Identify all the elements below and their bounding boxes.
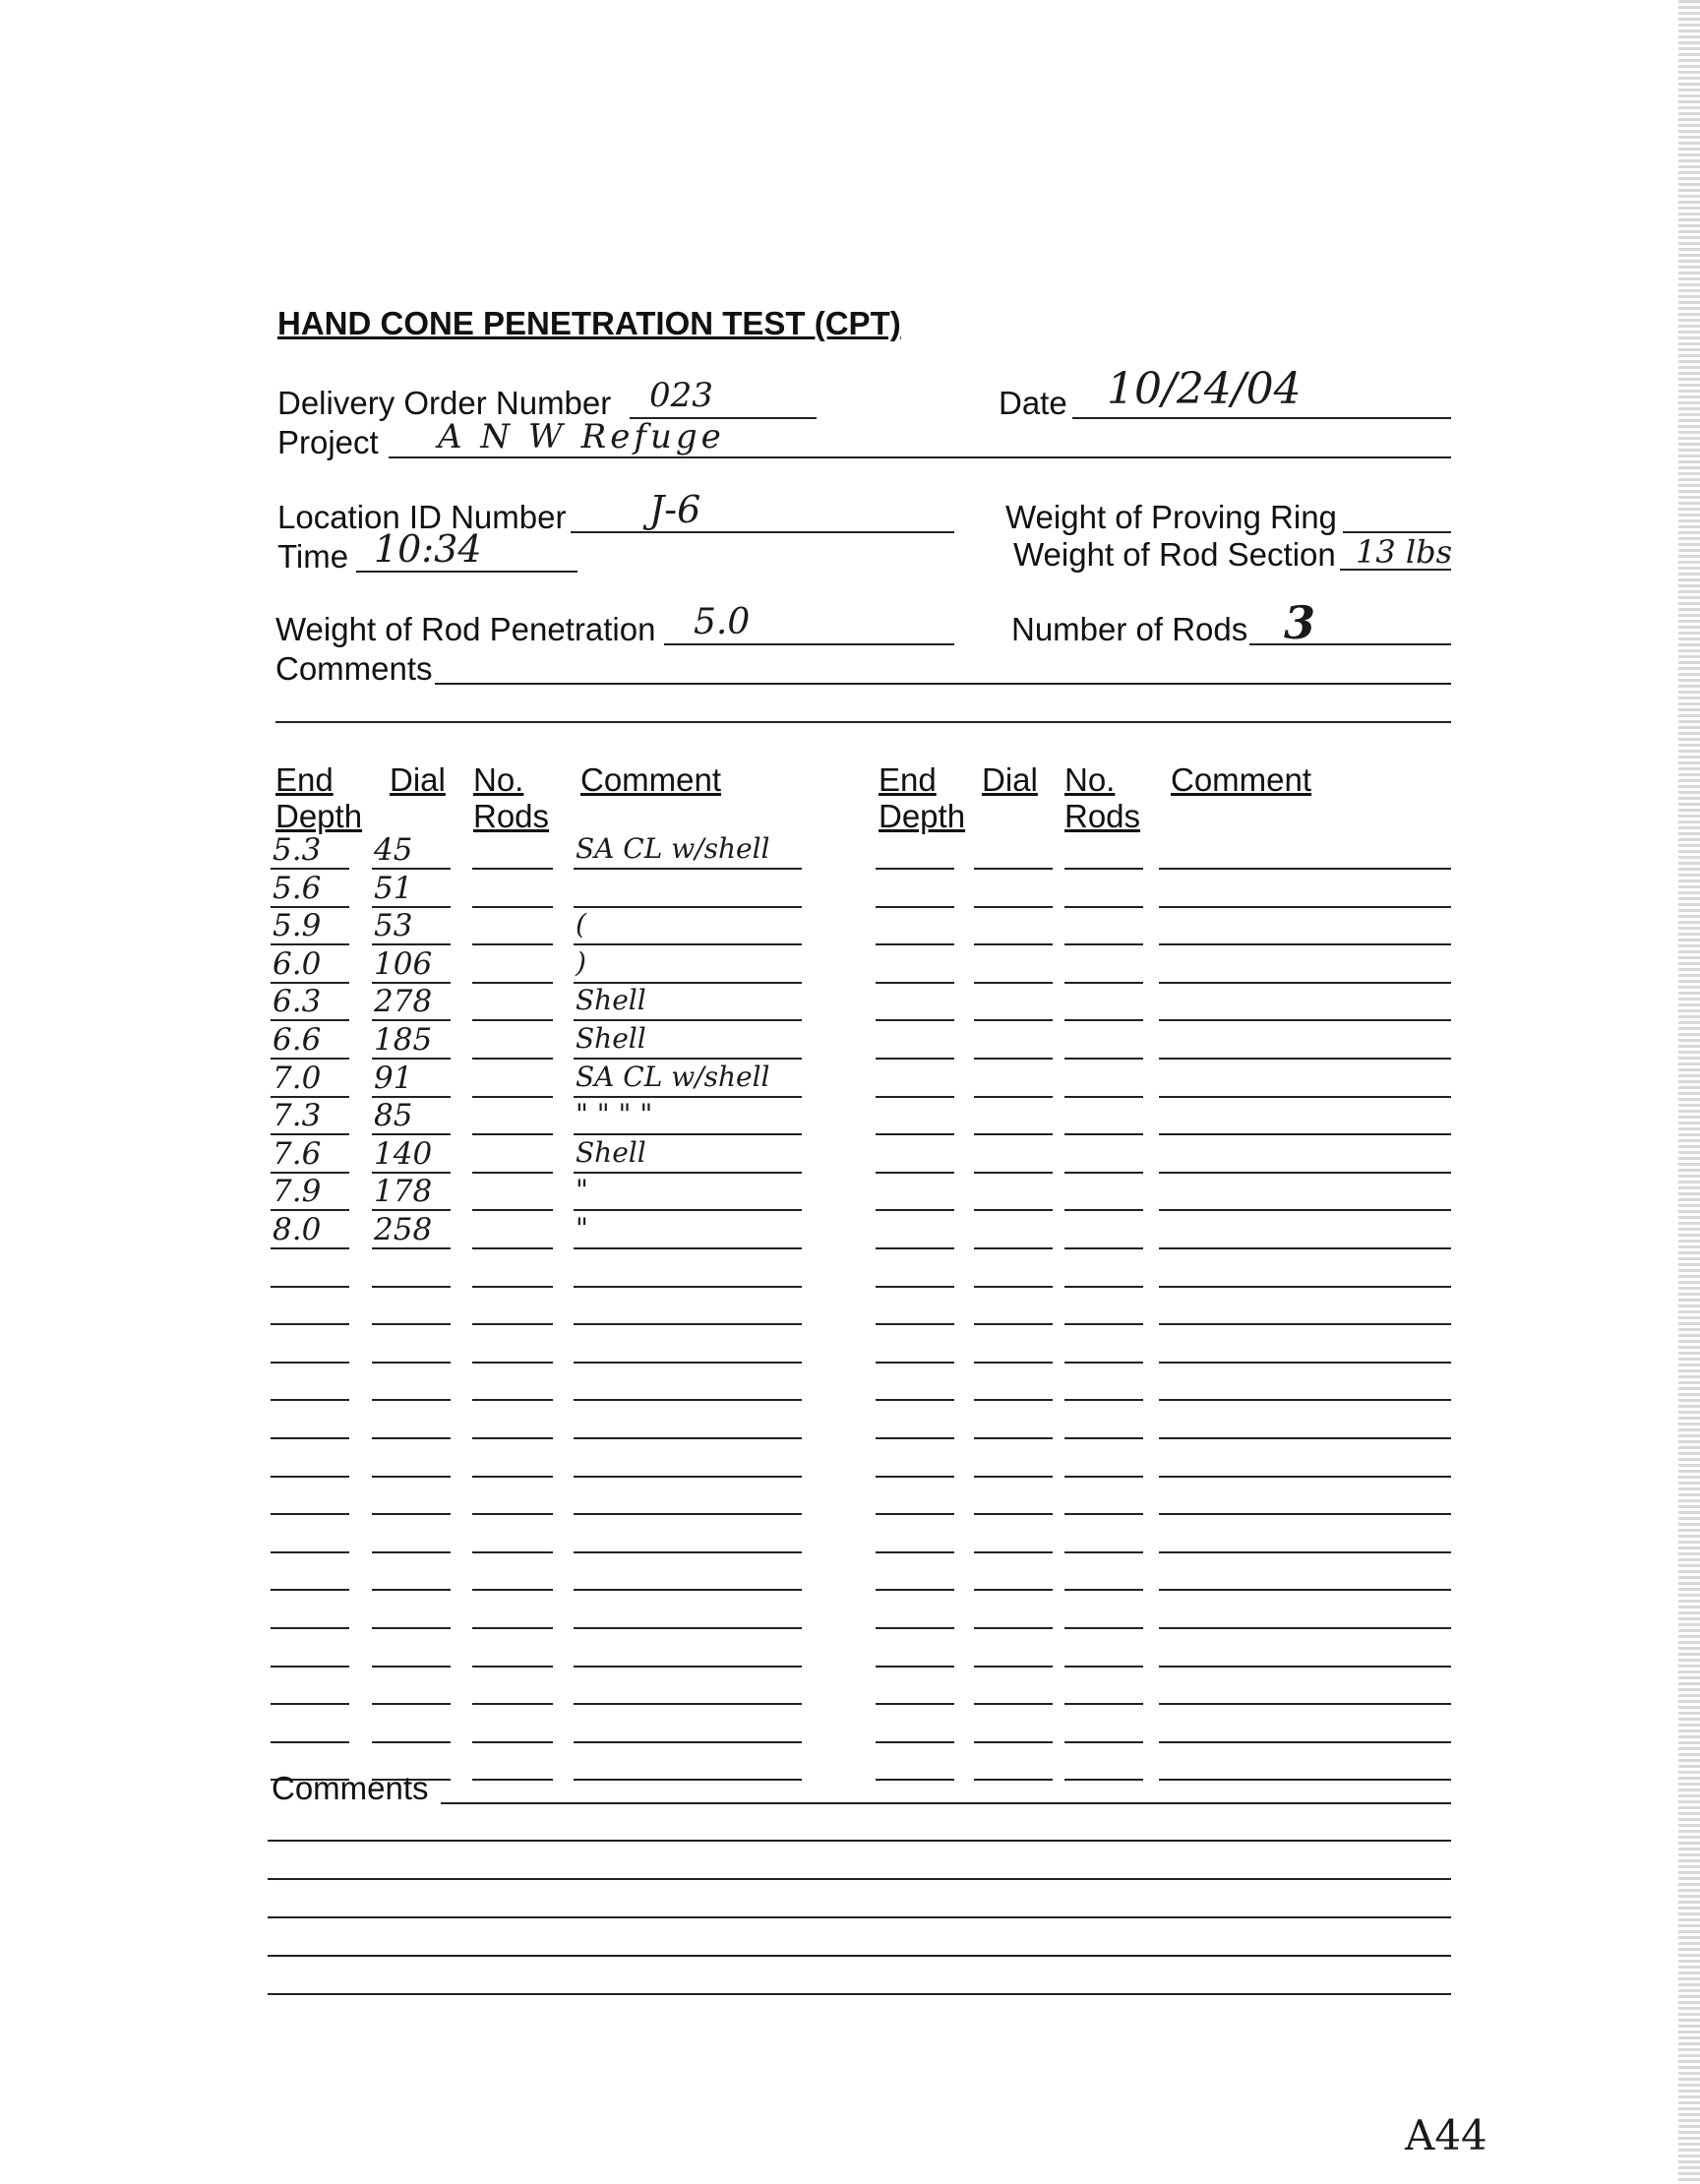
hdr-end-right: End: [879, 761, 937, 798]
hdr-dial-left: Dial: [390, 761, 446, 798]
comments-label: Comments: [275, 650, 433, 687]
row-line: [271, 868, 349, 870]
row-line: [876, 1399, 954, 1401]
cell-dial: 258: [374, 1212, 433, 1247]
row-line: [472, 1399, 553, 1401]
hdr-comment-right: Comment: [1171, 761, 1312, 798]
row-line: [974, 1779, 1053, 1781]
row-line: [876, 1666, 954, 1668]
row-line: [271, 1362, 349, 1364]
row-line: [271, 1741, 349, 1743]
row-line: [1159, 1437, 1451, 1439]
row-line: [372, 1666, 451, 1668]
row-line: [1159, 1362, 1451, 1364]
cell-comment: (: [576, 908, 586, 940]
cell-depth: 7.3: [273, 1098, 322, 1133]
row-line: [1159, 1247, 1451, 1249]
row-line: [974, 1513, 1053, 1515]
cell-dial: 91: [374, 1061, 413, 1096]
row-line: [472, 868, 553, 870]
row-line: [1064, 1779, 1143, 1781]
row-line: [472, 1019, 553, 1021]
row-line: [372, 1703, 451, 1705]
cell-comment: SA CL w/shell: [576, 832, 770, 865]
cell-depth: 5.6: [273, 871, 322, 906]
row-line: [271, 1286, 349, 1288]
row-line: [574, 906, 802, 908]
row-line: [1064, 1666, 1143, 1668]
row-line: [472, 1247, 553, 1249]
row-line: [372, 1513, 451, 1515]
row-line: [372, 1209, 451, 1211]
row-line: [974, 1627, 1053, 1629]
row-line: [372, 1286, 451, 1288]
row-line: [876, 1589, 954, 1591]
rod-penetration-label: Weight of Rod Penetration: [275, 611, 656, 647]
cell-dial: 140: [374, 1136, 433, 1172]
row-line: [1159, 943, 1451, 945]
row-line: [1159, 1286, 1451, 1288]
row-line: [974, 868, 1053, 870]
row-line: [1064, 1362, 1143, 1364]
row-line: [574, 1513, 802, 1515]
row-line: [271, 1323, 349, 1325]
row-line: [372, 1399, 451, 1401]
row-line: [1064, 906, 1143, 908]
hdr-rods-right: Rods: [1064, 798, 1141, 834]
row-line: [1159, 868, 1451, 870]
row-line: [1064, 1247, 1143, 1249]
num-rods-line: [1249, 643, 1451, 645]
row-line: [372, 868, 451, 870]
row-line: [974, 1741, 1053, 1743]
time-label: Time: [277, 538, 349, 575]
cell-comment: " " " ": [576, 1098, 653, 1130]
footer-comments-label: Comments: [272, 1770, 429, 1806]
row-line: [876, 1286, 954, 1288]
row-line: [1064, 1096, 1143, 1098]
row-line: [1064, 982, 1143, 984]
hdr-dial-right: Dial: [982, 761, 1038, 798]
row-line: [1159, 1058, 1451, 1060]
hdr-end-left: End: [275, 761, 334, 798]
comments-line-2: [275, 721, 1451, 723]
row-line: [1064, 1627, 1143, 1629]
row-line: [1159, 1513, 1451, 1515]
row-line: [974, 1476, 1053, 1478]
row-line: [1064, 1741, 1143, 1743]
project-line: [389, 456, 1451, 458]
cell-depth: 6.3: [273, 984, 322, 1019]
cell-dial: 53: [374, 908, 413, 943]
row-line: [574, 1741, 802, 1743]
row-line: [472, 1513, 553, 1515]
row-line: [876, 1627, 954, 1629]
cell-dial: 106: [374, 946, 433, 982]
cell-dial: 278: [374, 984, 433, 1019]
row-line: [974, 1589, 1053, 1591]
hdr-depth-left: Depth: [275, 798, 363, 834]
row-line: [271, 1209, 349, 1211]
row-line: [876, 1172, 954, 1174]
row-line: [574, 1437, 802, 1439]
row-line: [1064, 1437, 1143, 1439]
cell-dial: 45: [374, 832, 413, 868]
row-line: [1159, 1172, 1451, 1174]
row-line: [1064, 1019, 1143, 1021]
hdr-depth-right: Depth: [879, 798, 966, 834]
cell-depth: 8.0: [273, 1212, 322, 1247]
cell-comment: ": [576, 1174, 588, 1206]
row-line: [876, 1703, 954, 1705]
row-line: [1159, 1133, 1451, 1135]
rod-section-label: Weight of Rod Section: [1013, 536, 1336, 573]
footer-line-1: [441, 1802, 1451, 1804]
row-line: [1159, 1779, 1451, 1781]
cell-dial: 178: [374, 1174, 433, 1209]
row-line: [472, 1627, 553, 1629]
row-line: [1159, 1096, 1451, 1098]
row-line: [271, 1513, 349, 1515]
row-line: [876, 1058, 954, 1060]
row-line: [1064, 1286, 1143, 1288]
row-line: [472, 1096, 553, 1098]
row-line: [1159, 1741, 1451, 1743]
cell-depth: 6.6: [273, 1022, 322, 1058]
cell-dial: 85: [374, 1098, 413, 1133]
row-line: [876, 1513, 954, 1515]
row-line: [372, 1323, 451, 1325]
time-line: [356, 571, 577, 573]
row-line: [372, 1362, 451, 1364]
row-line: [876, 906, 954, 908]
row-line: [271, 943, 349, 945]
row-line: [271, 1666, 349, 1668]
project-value: A N W Refuge: [438, 417, 725, 456]
row-line: [472, 1551, 553, 1553]
row-line: [574, 1551, 802, 1553]
row-line: [574, 943, 802, 945]
row-line: [974, 1019, 1053, 1021]
row-line: [574, 868, 802, 870]
rod-penetration-line: [664, 643, 954, 645]
row-line: [1064, 943, 1143, 945]
row-line: [472, 943, 553, 945]
row-line: [574, 1058, 802, 1060]
location-label: Location ID Number: [277, 499, 567, 535]
row-line: [876, 1362, 954, 1364]
row-line: [1064, 1323, 1143, 1325]
rod-penetration-value: 5.0: [694, 602, 751, 642]
row-line: [472, 1286, 553, 1288]
footer-line-6: [268, 1993, 1451, 1995]
row-line: [472, 1476, 553, 1478]
num-rods-label: Number of Rods: [1011, 611, 1248, 647]
row-line: [974, 1247, 1053, 1249]
row-line: [1159, 1019, 1451, 1021]
row-line: [876, 1476, 954, 1478]
hdr-no-right: No.: [1064, 761, 1116, 798]
cell-depth: 5.3: [273, 832, 322, 868]
date-line: [1072, 417, 1451, 419]
row-line: [574, 1703, 802, 1705]
row-line: [974, 1058, 1053, 1060]
row-line: [271, 1627, 349, 1629]
row-line: [876, 1323, 954, 1325]
cell-comment: Shell: [576, 1022, 646, 1055]
footer-line-3: [268, 1878, 1451, 1880]
row-line: [876, 868, 954, 870]
row-line: [372, 1247, 451, 1249]
row-line: [271, 1476, 349, 1478]
row-line: [974, 1286, 1053, 1288]
row-line: [876, 1779, 954, 1781]
row-line: [372, 1058, 451, 1060]
row-line: [974, 943, 1053, 945]
row-line: [574, 1779, 802, 1781]
comments-line: [435, 683, 1451, 685]
cell-comment: Shell: [576, 984, 646, 1016]
cell-comment: ": [576, 1212, 588, 1244]
row-line: [876, 1247, 954, 1249]
page-number: A44: [1405, 2111, 1488, 2159]
row-line: [271, 1019, 349, 1021]
row-line: [876, 1209, 954, 1211]
row-line: [472, 1589, 553, 1591]
row-line: [876, 1096, 954, 1098]
row-line: [472, 1209, 553, 1211]
row-line: [472, 1172, 553, 1174]
cell-depth: 7.9: [273, 1174, 322, 1209]
date-value: 10/24/04: [1107, 364, 1302, 414]
row-line: [1159, 1551, 1451, 1553]
hdr-rods-left: Rods: [473, 798, 550, 834]
row-line: [1064, 1399, 1143, 1401]
row-line: [1159, 906, 1451, 908]
proving-ring-label: Weight of Proving Ring: [1005, 499, 1337, 535]
delivery-order-value: 023: [649, 376, 713, 415]
cell-dial: 51: [374, 871, 413, 906]
row-line: [372, 1627, 451, 1629]
row-line: [574, 1476, 802, 1478]
row-line: [472, 1323, 553, 1325]
date-label: Date: [999, 385, 1067, 421]
row-line: [1159, 1209, 1451, 1211]
row-line: [1159, 1589, 1451, 1591]
row-line: [974, 1551, 1053, 1553]
row-line: [1159, 1666, 1451, 1668]
row-line: [574, 1019, 802, 1021]
row-line: [974, 1703, 1053, 1705]
row-line: [1159, 1399, 1451, 1401]
row-line: [1064, 1133, 1143, 1135]
cell-comment: Shell: [576, 1136, 646, 1169]
row-line: [372, 1437, 451, 1439]
row-line: [1159, 1627, 1451, 1629]
row-line: [574, 1362, 802, 1364]
row-line: [271, 1437, 349, 1439]
row-line: [271, 1551, 349, 1553]
row-line: [372, 1133, 451, 1135]
row-line: [574, 1209, 802, 1211]
location-value: J-6: [649, 488, 701, 531]
row-line: [1064, 868, 1143, 870]
row-line: [372, 1589, 451, 1591]
row-line: [876, 982, 954, 984]
row-line: [1064, 1209, 1143, 1211]
delivery-order-label: Delivery Order Number: [277, 385, 612, 421]
row-line: [472, 906, 553, 908]
row-line: [974, 1666, 1053, 1668]
scan-edge: [1678, 0, 1700, 2184]
row-line: [1064, 1589, 1143, 1591]
row-line: [974, 1362, 1053, 1364]
footer-line-2: [268, 1840, 1451, 1842]
cell-depth: 5.9: [273, 908, 322, 943]
row-line: [574, 1666, 802, 1668]
row-line: [271, 1399, 349, 1401]
page-title: HAND CONE PENETRATION TEST (CPT): [277, 305, 901, 341]
row-line: [876, 1551, 954, 1553]
row-line: [974, 1399, 1053, 1401]
row-line: [876, 1019, 954, 1021]
row-line: [372, 1476, 451, 1478]
row-line: [472, 1362, 553, 1364]
row-line: [472, 1779, 553, 1781]
row-line: [974, 1209, 1053, 1211]
cell-depth: 7.0: [273, 1061, 322, 1096]
row-line: [472, 1666, 553, 1668]
row-line: [1064, 1476, 1143, 1478]
cell-comment: ): [576, 946, 586, 979]
row-line: [1064, 1703, 1143, 1705]
row-line: [472, 1058, 553, 1060]
row-line: [974, 982, 1053, 984]
row-line: [574, 1172, 802, 1174]
row-line: [372, 1741, 451, 1743]
row-line: [574, 1286, 802, 1288]
row-line: [271, 1247, 349, 1249]
footer-line-5: [268, 1955, 1451, 1957]
row-line: [372, 1019, 451, 1021]
cell-depth: 6.0: [273, 946, 322, 982]
row-line: [1064, 1058, 1143, 1060]
row-line: [472, 1703, 553, 1705]
hdr-no-left: No.: [473, 761, 524, 798]
num-rods-value: 3: [1284, 596, 1316, 649]
row-line: [574, 1627, 802, 1629]
row-line: [876, 1741, 954, 1743]
row-line: [574, 1247, 802, 1249]
row-line: [1064, 1551, 1143, 1553]
row-line: [876, 943, 954, 945]
row-line: [1159, 1323, 1451, 1325]
row-line: [372, 1551, 451, 1553]
cell-comment: SA CL w/shell: [576, 1061, 770, 1093]
location-line: [571, 531, 954, 533]
footer-line-4: [268, 1916, 1451, 1918]
row-line: [574, 1323, 802, 1325]
row-line: [1159, 1476, 1451, 1478]
time-value: 10:34: [374, 527, 482, 571]
row-line: [1159, 982, 1451, 984]
row-line: [876, 1437, 954, 1439]
cell-depth: 7.6: [273, 1136, 322, 1172]
row-line: [472, 1133, 553, 1135]
row-line: [472, 1437, 553, 1439]
cell-dial: 185: [374, 1022, 433, 1058]
project-label: Project: [277, 424, 379, 460]
row-line: [1064, 1513, 1143, 1515]
row-line: [472, 982, 553, 984]
row-line: [974, 906, 1053, 908]
row-line: [1064, 1172, 1143, 1174]
row-line: [271, 1058, 349, 1060]
row-line: [974, 1096, 1053, 1098]
row-line: [974, 1133, 1053, 1135]
row-line: [574, 1133, 802, 1135]
hdr-comment-left: Comment: [580, 761, 722, 798]
row-line: [574, 1589, 802, 1591]
row-line: [271, 1133, 349, 1135]
rod-section-value: 13 lbs: [1356, 533, 1453, 571]
row-line: [472, 1741, 553, 1743]
row-line: [1159, 1703, 1451, 1705]
row-line: [271, 1589, 349, 1591]
row-line: [271, 1703, 349, 1705]
row-line: [574, 1399, 802, 1401]
row-line: [974, 1437, 1053, 1439]
row-line: [876, 1133, 954, 1135]
row-line: [974, 1172, 1053, 1174]
row-line: [974, 1323, 1053, 1325]
row-line: [372, 943, 451, 945]
